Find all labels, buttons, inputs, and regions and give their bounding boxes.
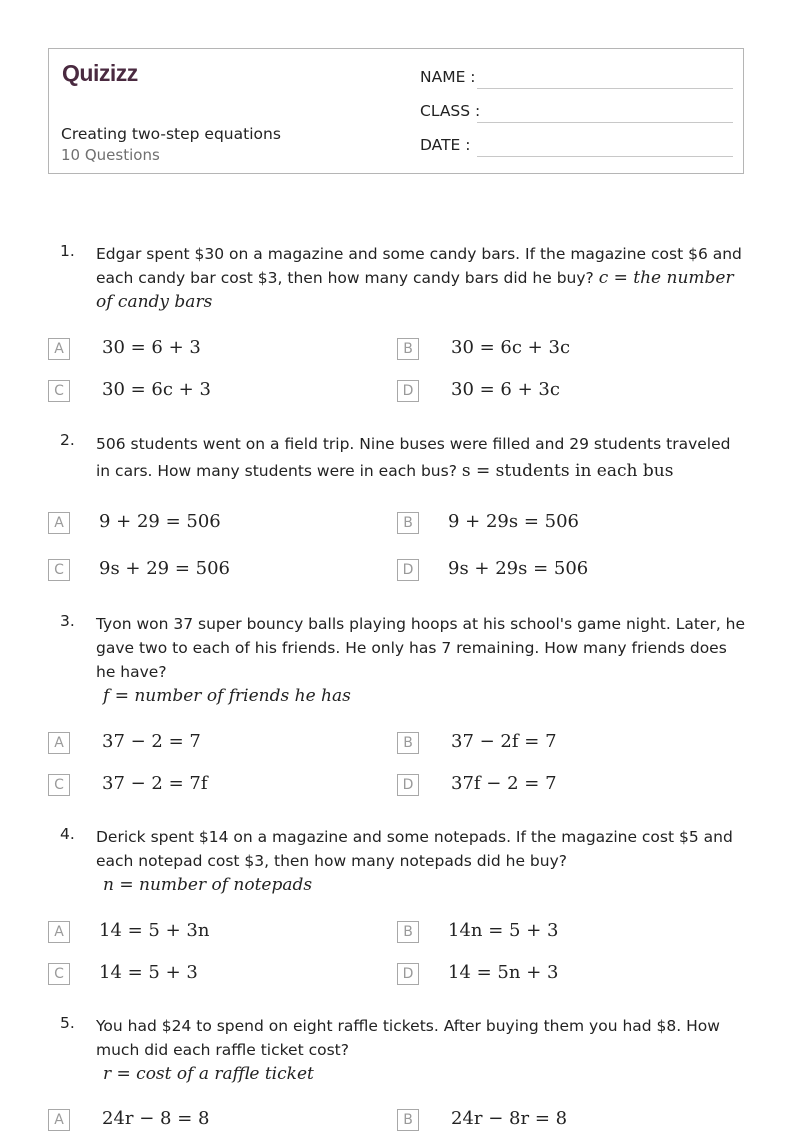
question-variable: n = number of notepads — [103, 875, 313, 895]
option-letter: A — [48, 338, 70, 360]
option-equation: 14 = 5 + 3n — [99, 920, 210, 941]
question-text — [96, 431, 746, 485]
option-equation: 24r − 8 = 8 — [102, 1108, 210, 1129]
class-label: CLASS : — [420, 102, 481, 120]
option-equation: 37 − 2f = 7 — [451, 731, 557, 752]
option-letter: B — [397, 338, 419, 360]
option-equation: 30 = 6c + 3c — [451, 337, 571, 358]
option-letter: B — [397, 921, 419, 943]
option-letter: C — [48, 963, 70, 985]
question-prompt: Edgar spent $30 on a magazine and some candy bars. If the magazine cost $6 and each candy bar cost $3, then how many candy bars did he buy? — [96, 245, 742, 287]
question-variable: f = number of friends he has — [103, 686, 351, 706]
date-line[interactable] — [477, 156, 733, 157]
question-text — [96, 1014, 746, 1086]
question-text — [96, 242, 746, 314]
option-letter: C — [48, 774, 70, 796]
question-text — [96, 825, 746, 897]
quizizz-logo — [61, 59, 153, 91]
option-equation: 14n = 5 + 3 — [448, 920, 559, 941]
question-prompt: You had $24 to spend on eight raffle tickets. After buying them you had $8. How much did each raffle ticket cost? — [96, 1017, 720, 1059]
option-equation: 14 = 5n + 3 — [448, 962, 559, 983]
option-letter: B — [397, 732, 419, 754]
option-equation: 9s + 29s = 506 — [448, 558, 589, 579]
option-equation: 14 = 5 + 3 — [99, 962, 198, 983]
question-number: 2. — [60, 431, 75, 449]
question-variable: s = students in each bus — [461, 461, 674, 481]
option-equation: 24r − 8r = 8 — [451, 1108, 568, 1129]
option-letter: B — [397, 1109, 419, 1131]
question-prompt: Tyon won 37 super bouncy balls playing hoops at his school's game night. Later, he gave two to each of his friends. He only has 7 remaining. How many friends does he have? — [96, 615, 746, 681]
question-count: 10 Questions — [61, 146, 160, 164]
option-letter: A — [48, 921, 70, 943]
question-number: 1. — [60, 242, 75, 260]
option-equation: 30 = 6 + 3 — [102, 337, 201, 358]
question-number: 5. — [60, 1014, 75, 1032]
question-prompt: 506 students went on a field trip. Nine buses were filled and 29 students traveled in cars. How many students were in each bus? — [96, 435, 731, 480]
option-letter: D — [397, 963, 419, 985]
option-letter: D — [397, 380, 419, 402]
option-equation: 37f − 2 = 7 — [451, 773, 557, 794]
worksheet-header — [48, 48, 744, 174]
name-label: NAME : — [420, 68, 476, 86]
question-number: 4. — [60, 825, 75, 843]
question-variable: c = the number of candy bars — [96, 268, 734, 312]
option-equation: 9 + 29 = 506 — [99, 511, 221, 532]
option-equation: 37 − 2 = 7f — [102, 773, 208, 794]
quizizz-logo-icon — [61, 59, 153, 87]
option-letter: B — [397, 512, 419, 534]
name-line[interactable] — [477, 88, 733, 89]
question-variable: r = cost of a raffle ticket — [103, 1064, 314, 1084]
date-label: DATE : — [420, 136, 471, 154]
question-number: 3. — [60, 612, 75, 630]
class-line[interactable] — [477, 122, 733, 123]
question-prompt: Derick spent $14 on a magazine and some notepads. If the magazine cost $5 and each notepad cost $3, then how many notepads did he buy? — [96, 828, 733, 870]
option-letter: D — [397, 559, 419, 581]
option-equation: 37 − 2 = 7 — [102, 731, 201, 752]
option-letter: D — [397, 774, 419, 796]
svg-text:Quizizz: Quizizz — [62, 60, 138, 86]
option-letter: A — [48, 1109, 70, 1131]
question-text — [96, 612, 746, 708]
option-equation: 9 + 29s = 506 — [448, 511, 580, 532]
option-letter: C — [48, 559, 70, 581]
option-letter: C — [48, 380, 70, 402]
option-equation: 30 = 6c + 3 — [102, 379, 211, 400]
option-equation: 9s + 29 = 506 — [99, 558, 231, 579]
option-equation: 30 = 6 + 3c — [451, 379, 560, 400]
worksheet-title: Creating two-step equations — [61, 125, 281, 143]
option-letter: A — [48, 512, 70, 534]
option-letter: A — [48, 732, 70, 754]
